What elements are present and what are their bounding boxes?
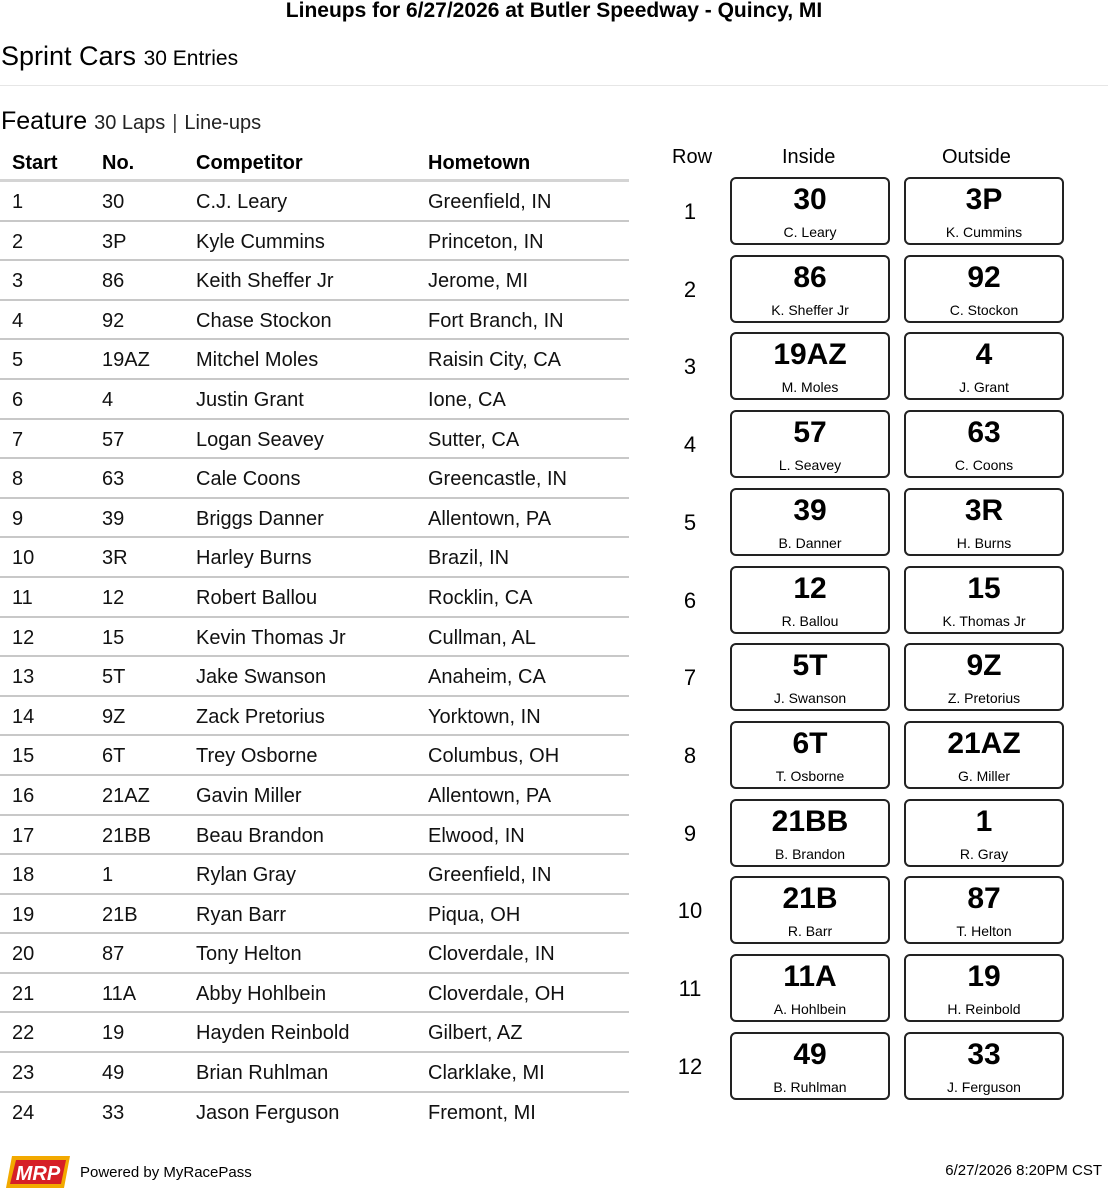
table-row [0,340,629,380]
grid-row-number: 7 [683,665,697,691]
hometown: Elwood, IN [428,824,525,847]
hometown: Fort Branch, IN [428,309,564,332]
header-hometown: Hometown [428,152,531,174]
grid-driver-name: H. Reinbold [947,1001,1021,1017]
start-position: 15 [12,745,35,768]
table-row [0,261,629,301]
grid-driver-name: L. Seavey [778,457,842,474]
hometown: Greencastle, IN [428,468,567,491]
grid-driver-name: T. Osborne [775,767,845,784]
grid-car-number: 63 [967,416,1001,450]
header-start: Start [12,152,58,174]
grid-row [660,566,1100,636]
grid-car-number: 21B [782,882,838,916]
grid-car-outside [904,488,1064,556]
grid-driver-name: M. Moles [781,379,839,396]
car-number: 19 [102,1022,125,1045]
grid-row [660,799,1100,869]
hometown: Allentown, PA [428,784,552,807]
car-number: 4 [102,388,114,411]
competitor-name: Kevin Thomas Jr [196,626,346,649]
grid-car-inside [730,721,890,789]
car-number: 21B [102,903,138,926]
competitor-name: Justin Grant [196,388,304,411]
grid-car-inside [730,332,890,400]
car-number: 11A [102,982,137,1005]
car-number: 30 [102,191,125,213]
hometown: Anaheim, CA [428,666,546,689]
hometown: Greenfield, IN [428,864,552,887]
competitor-name: Trey Osborne [196,745,318,768]
grid-header-row: Row [672,146,713,168]
grid-car-inside [730,177,890,245]
class-heading [1,40,238,75]
grid-row [660,177,1100,247]
start-position: 13 [12,666,35,689]
table-row [0,459,629,499]
hometown: Jerome, MI [428,270,529,293]
hometown: Brazil, IN [428,547,510,570]
grid-car-number: 30 [793,183,827,216]
table-row [0,420,629,460]
competitor-name: Brian Ruhlman [196,1062,329,1085]
competitor-name: Mitchel Moles [196,349,319,372]
header-number: No. [102,152,135,174]
grid-car-number: 92 [967,260,1001,294]
grid-driver-name: B. Danner [778,534,842,551]
grid-row-number: 9 [683,820,697,846]
competitor-name: Hayden Reinbold [196,1022,350,1045]
car-number: 92 [102,309,125,332]
start-position: 9 [12,507,24,530]
table-row [0,618,629,658]
grid-car-outside [904,566,1064,634]
table-row [0,222,629,262]
table-row [0,380,629,420]
table-row [0,816,629,856]
start-position: 1 [12,191,24,213]
table-row [0,934,629,974]
grid-driver-name: Z. Pretorius [947,690,1021,707]
hometown: Greenfield, IN [428,191,552,213]
start-position: 14 [12,705,35,728]
grid-car-outside [904,255,1064,323]
grid-car-number: 9Z [966,649,1002,683]
grid-row-number: 1 [683,199,697,224]
table-row [0,657,629,697]
table-row [0,974,629,1014]
grid-row [660,255,1100,325]
grid-car-number: 1 [975,804,993,838]
grid-car-outside [904,332,1064,400]
hometown: Yorktown, IN [428,705,541,728]
event-laps: 30 Laps [94,112,166,134]
car-number: 33 [102,1101,125,1124]
competitor-name: Tony Helton [196,943,302,966]
logo-text: MRP [15,1163,61,1185]
grid-car-inside [730,410,890,478]
start-position: 20 [12,943,35,966]
grid-row [660,410,1100,480]
car-number: 9Z [102,705,126,728]
table-row [0,855,629,895]
grid-car-outside [904,799,1064,867]
start-position: 18 [12,864,35,887]
car-number: 21AZ [102,784,150,807]
grid-row-number: 4 [683,432,697,458]
grid-driver-name: R. Gray [959,845,1009,862]
grid-car-number: 33 [967,1037,1001,1071]
start-position: 21 [12,982,35,1005]
start-position: 5 [12,349,24,372]
start-position: 22 [12,1022,35,1045]
lineup-table [0,144,629,1132]
competitor-name: Logan Seavey [196,428,324,451]
hometown: Ione, CA [428,388,506,411]
grid-row [660,1032,1100,1102]
hometown: Cloverdale, OH [428,982,565,1005]
event-heading [1,106,261,138]
hometown: Fremont, MI [428,1101,536,1124]
grid-car-inside [730,488,890,556]
grid-car-number: 39 [793,493,827,527]
table-row [0,538,629,578]
hometown: Raisin City, CA [428,349,561,372]
grid-car-inside [730,255,890,323]
grid-driver-name: C. Coons [954,457,1014,474]
grid-row [660,332,1100,402]
header-competitor: Competitor [196,152,303,174]
grid-row-number: 10 [677,898,703,924]
competitor-name: Zack Pretorius [196,705,325,728]
start-position: 19 [12,903,35,926]
grid-driver-name: J. Ferguson [947,1078,1021,1095]
starting-grid [660,140,1100,1110]
start-position: 16 [12,784,35,807]
table-row [0,697,629,737]
grid-car-number: 19AZ [773,338,847,372]
car-number: 57 [102,428,125,451]
grid-car-number: 12 [793,571,827,605]
grid-car-outside [904,721,1064,789]
grid-row-number: 3 [683,354,697,380]
grid-car-number: 3R [964,493,1004,527]
grid-car-number: 86 [793,260,827,294]
grid-row-number: 8 [683,742,697,768]
grid-row-number: 12 [677,1053,703,1079]
class-entries: 30 Entries [143,47,239,70]
grid-car-number: 19 [967,960,1001,993]
competitor-name: Gavin Miller [196,784,302,807]
grid-car-outside [904,954,1064,1022]
start-position: 6 [12,388,24,411]
table-row [0,182,629,222]
powered-by-text: Powered by MyRacePass [80,1164,252,1181]
hometown: Allentown, PA [428,507,552,530]
competitor-name: C.J. Leary [196,191,288,213]
grid-header-outside: Outside [942,146,1011,168]
grid-car-number: 21AZ [947,726,1021,760]
car-number: 5T [102,666,126,689]
page-title: Lineups for 6/27/2026 at Butler Speedway - Quincy, MI [285,0,823,22]
myracepass-logo-icon [4,1150,74,1192]
grid-row [660,488,1100,558]
start-position: 23 [12,1062,35,1085]
hometown: Sutter, CA [428,428,520,451]
grid-car-number: 57 [793,416,827,450]
car-number: 1 [102,864,114,887]
grid-driver-name: T. Helton [956,923,1012,940]
competitor-name: Briggs Danner [196,507,324,530]
grid-car-number: 5T [792,649,828,683]
grid-row [660,876,1100,946]
grid-row-number: 11 [678,976,702,1001]
grid-driver-name: C. Leary [783,224,837,240]
car-number: 39 [102,507,125,530]
start-position: 8 [12,468,24,491]
grid-car-number: 49 [793,1037,827,1071]
start-position: 12 [12,626,35,649]
event-separator: | [172,112,178,134]
car-number: 3R [102,547,128,570]
class-divider [0,85,1108,86]
hometown: Rocklin, CA [428,586,533,609]
event-name: Feature [1,107,88,135]
grid-car-number: 11A [783,960,837,993]
table-row [0,895,629,935]
grid-driver-name: K. Sheffer Jr [771,301,849,318]
start-position: 3 [12,270,24,293]
car-number: 49 [102,1062,125,1085]
grid-car-number: 3P [965,183,1003,216]
grid-header-inside: Inside [782,146,836,168]
car-number: 63 [102,468,125,491]
competitor-name: Chase Stockon [196,309,332,332]
start-position: 11 [12,586,33,609]
hometown: Piqua, OH [428,903,521,926]
competitor-name: Jake Swanson [196,666,327,689]
grid-row-number: 6 [683,587,697,613]
grid-row-number: 2 [683,276,697,302]
car-number: 12 [102,586,125,609]
hometown: Gilbert, AZ [428,1022,523,1045]
table-header [0,144,629,182]
hometown: Cullman, AL [428,626,536,649]
car-number: 87 [102,943,125,966]
grid-car-inside [730,954,890,1022]
competitor-name: Jason Ferguson [196,1101,340,1124]
event-type: Line-ups [184,112,262,134]
table-row [0,736,629,776]
car-number: 86 [102,270,125,293]
start-position: 4 [12,309,24,332]
car-number: 3P [102,230,127,253]
grid-car-outside [904,177,1064,245]
grid-driver-name: B. Ruhlman [773,1078,847,1095]
grid-car-inside [730,1032,890,1100]
table-row [0,578,629,618]
competitor-name: Abby Hohlbein [196,982,327,1005]
competitor-name: Kyle Cummins [196,230,325,253]
start-position: 24 [12,1101,35,1124]
grid-driver-name: H. Burns [956,534,1012,551]
start-position: 7 [12,428,24,451]
grid-driver-name: R. Barr [787,923,833,940]
table-row [0,1053,629,1093]
grid-driver-name: A. Hohlbein [773,1001,847,1017]
table-body [0,182,629,1132]
competitor-name: Keith Sheffer Jr [196,270,334,293]
grid-car-inside [730,566,890,634]
car-number: 21BB [102,824,151,847]
competitor-name: Beau Brandon [196,824,324,847]
car-number: 6T [102,745,126,768]
table-row [0,776,629,816]
grid-row [660,643,1100,713]
grid-driver-name: K. Thomas Jr [942,612,1026,629]
car-number: 19AZ [102,349,150,372]
grid-car-number: 6T [792,726,828,760]
grid-driver-name: G. Miller [957,767,1011,784]
competitor-name: Rylan Gray [196,864,297,887]
hometown: Princeton, IN [428,230,544,253]
grid-driver-name: K. Cummins [945,224,1023,240]
competitor-name: Robert Ballou [196,586,318,609]
grid-car-outside [904,876,1064,944]
grid-car-number: 21BB [771,804,849,838]
start-position: 10 [12,547,35,570]
timestamp: 6/27/2026 8:20PM CST [945,1162,1102,1179]
grid-driver-name: J. Grant [959,379,1009,396]
table-row [0,1093,629,1133]
grid-car-outside [904,643,1064,711]
grid-car-inside [730,643,890,711]
start-position: 17 [12,824,35,847]
grid-car-number: 15 [967,571,1001,605]
grid-row-number: 5 [683,509,697,535]
competitor-name: Cale Coons [196,468,301,491]
hometown: Columbus, OH [428,745,560,768]
grid-car-number: 87 [967,882,1001,916]
grid-driver-name: C. Stockon [949,301,1019,318]
grid-car-inside [730,799,890,867]
grid-driver-name: B. Brandon [774,845,846,862]
grid-car-inside [730,876,890,944]
competitor-name: Harley Burns [196,547,312,570]
grid-car-outside [904,1032,1064,1100]
grid-car-number: 4 [975,338,993,372]
table-row [0,499,629,539]
table-row [0,301,629,341]
grid-driver-name: J. Swanson [773,690,847,707]
hometown: Clarklake, MI [428,1062,545,1085]
competitor-name: Ryan Barr [196,903,287,926]
grid-row [660,721,1100,791]
grid-driver-name: R. Ballou [781,612,839,629]
hometown: Cloverdale, IN [428,943,555,966]
grid-row [660,954,1100,1024]
class-name: Sprint Cars [1,41,137,71]
car-number: 15 [102,626,125,649]
grid-car-outside [904,410,1064,478]
start-position: 2 [12,230,24,253]
table-row [0,1013,629,1053]
